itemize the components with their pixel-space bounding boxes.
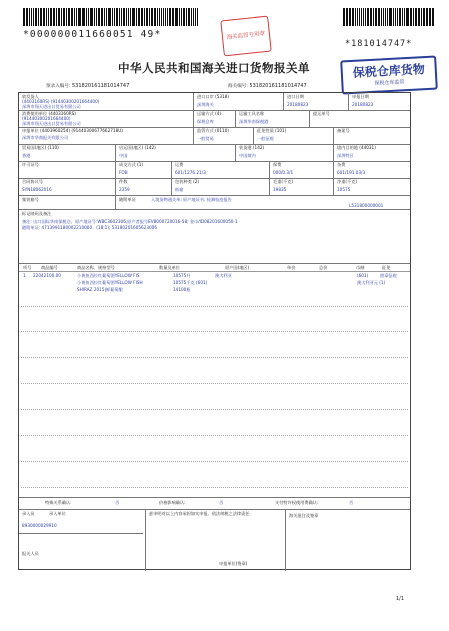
loading-port-label: 装货港 (142) (239, 145, 265, 150)
col-qty: 数量及单位 (159, 265, 180, 270)
left-barcode (23, 8, 201, 26)
bonded-warehouse-stamp (340, 56, 438, 95)
consumer-label: 消费使用单位 (4403160RS) (22, 111, 76, 116)
declaration-statement: 兹申明对以上内容承担如实申报、依法纳税之法律责任 (149, 511, 250, 516)
col-exemption: 征免 (382, 265, 391, 270)
barcode-bar (68, 8, 70, 26)
import-date-label: 进口日期 (287, 94, 304, 99)
attached-docs-value: 入境货物通关单; 原产地证书; 检测检疫报告 (151, 197, 232, 202)
net-weight-label: 净重(千克) (337, 179, 358, 184)
declaring-unit-label: 申报单位(签章) (219, 561, 248, 566)
barcode-bar (406, 8, 409, 26)
barcode-bar (58, 8, 60, 26)
barcode-bar (161, 8, 162, 26)
barcode-bar (172, 8, 174, 26)
consumer-value: (91440300201664400) 深圳市翔天进出口贸易有限公司 (22, 116, 81, 126)
barcode-bar (186, 8, 187, 26)
supervision-label: 监管方式 (0110) (197, 128, 230, 133)
customs-no-label: 海关编号: (228, 84, 248, 89)
barcode-bar (86, 8, 87, 26)
entry-unit-label: 录入单位 (49, 511, 66, 516)
attached-docs-label: 随附单证 (119, 197, 136, 202)
barcode-bar (66, 8, 67, 26)
col-item-no: 项号 (23, 265, 32, 270)
barcode-bar (361, 8, 362, 26)
barcode-bar (151, 8, 153, 26)
barcode-bar (402, 8, 403, 26)
barcode-bar (343, 8, 345, 26)
trade-country-label: 贸易国(地区) (110) (22, 145, 59, 150)
barcode-bar (426, 8, 428, 26)
barcode-bar (169, 8, 171, 26)
import-port-value: 深圳海关 (197, 102, 214, 107)
barcode-bar (393, 8, 394, 26)
origin-country-value: 中国 (119, 153, 128, 158)
import-date-value: 20180823 (287, 102, 309, 107)
price-impact-value: 否 (219, 500, 224, 505)
barcode-bar (82, 8, 85, 26)
barcode-bar (346, 8, 348, 26)
barcode-bar (88, 8, 89, 26)
barcode-bar (76, 8, 77, 26)
barcode-bar (355, 8, 356, 26)
vehicle-name-value: 深圳华南保税港 (239, 119, 269, 124)
preentry-row (46, 84, 129, 89)
customs-stamp-text: 海关监管专用章 (226, 31, 266, 41)
barcode-bar (116, 8, 118, 26)
barcode-bar (121, 8, 122, 26)
barcode-bar (373, 8, 374, 26)
declarant-value: 深圳市华商报关有限公司 (22, 135, 69, 140)
item-name-line-1: 小黄鱼西拉红葡萄酒YELLOW FIS (77, 273, 140, 278)
supervision-value: 一般贸易 (197, 136, 214, 141)
barcode-bar (167, 8, 168, 26)
barcode-bar (383, 8, 384, 26)
barcode-bar (367, 8, 369, 26)
declaration-form (18, 92, 411, 570)
barcode-bar (191, 8, 192, 26)
freight-label: 运费 (175, 162, 184, 167)
gross-weight-label: 毛重(千克) (273, 179, 294, 184)
barcode-bar (130, 8, 131, 26)
col-total: 总价 (319, 265, 328, 270)
barcode-bar (141, 8, 143, 26)
barcode-bar (397, 8, 398, 26)
gross-weight-value: 19835 (273, 187, 287, 192)
barcode-bar (33, 8, 34, 26)
col-origin: 原产国(地区) (225, 265, 250, 270)
net-weight-value: 10575 (337, 187, 351, 192)
pieces-value: 2359 (119, 187, 130, 192)
page-title: 中华人民共和国海关进口货物报关单 (118, 61, 310, 75)
remarks-line-1: 备注: 出口国际华南保税仓。原产地证号:WBC3602306,原产者报号EV8000720016-58; 金币/ID08201600050-1 (22, 219, 238, 224)
freight-value: 601/1276.21/3 (175, 170, 206, 175)
barcode-bar (61, 8, 62, 26)
item-qty-line-1: 10575升 (173, 273, 191, 278)
import-port-label: 进口口岸 (5318) (197, 94, 230, 99)
barcode-bar (23, 8, 25, 26)
item-qty-line-2: 10575千克 (601) (173, 280, 208, 285)
destination-label: 境内目的地 (44031) (337, 145, 376, 150)
barcode-bar (101, 8, 103, 26)
bonded-stamp-sub: 保税仓库监管 (374, 79, 405, 87)
barcode-bar (359, 8, 360, 26)
barcode-bar (106, 8, 107, 26)
left-barcode-text: *000000011660051 49* (23, 29, 162, 40)
barcode-bar (104, 8, 105, 26)
royalty-value: 否 (349, 500, 354, 505)
item-no: 1 (23, 273, 26, 278)
barcode-bar (138, 8, 140, 26)
remarks-line-2: 随附单证: 4713991180002210000、(18:1); 53180201605623006 (22, 225, 158, 230)
right-barcode-text: *181014747* (345, 39, 413, 49)
barcode-bar (29, 8, 30, 26)
container-label: 集装箱号 (22, 197, 39, 202)
barcode-bar (98, 8, 100, 26)
barcode-bar (126, 8, 127, 26)
barcode-bar (378, 8, 380, 26)
preentry-no: 531820161181014747 (72, 83, 130, 89)
deal-mode-value: FOB (119, 170, 128, 175)
loading-port-value: 中国境内 (239, 153, 256, 158)
col-code: 商品编号 (41, 265, 58, 270)
inspection-cert-no: L531800000001 (349, 203, 384, 208)
trade-country-value: 香港 (22, 153, 31, 158)
deal-mode-label: 成交方式 (1) (119, 162, 144, 167)
barcode-bar (432, 8, 434, 26)
barcode-bar (108, 8, 111, 26)
barcode-bar (119, 8, 120, 26)
item-currency-name: 澳大利亚元 (1) (357, 280, 386, 285)
barcode-bar (136, 8, 137, 26)
barcode-bar (387, 8, 389, 26)
misc-fee-value: 601/191.03/3 (337, 170, 366, 175)
entry-number: 8930000029910 (22, 523, 57, 528)
barcode-bar (78, 8, 81, 26)
barcode-bar (53, 8, 55, 26)
customs-stamp (220, 16, 272, 57)
barcode-bar (112, 8, 113, 26)
customs-no-row (228, 84, 307, 89)
declarer-label: 报关人员 (22, 551, 39, 556)
barcode-bar (413, 8, 414, 26)
exemption-nature-label: 征免性质 (101) (257, 128, 287, 133)
declarant-label: 申报单位 (4403960254) (91440300677662718U) (22, 128, 123, 133)
origin-country-label: 启运国(地区) (142) (119, 145, 156, 150)
item-name-line-3: SHIRAZ 2015|鲜葡萄酿 (77, 287, 123, 292)
barcode-bar (48, 8, 49, 26)
bonded-stamp-main: 保税仓库货物 (352, 62, 426, 80)
item-currency-code: (601) (357, 273, 369, 278)
item-code: 22042100.00 (33, 273, 61, 278)
barcode-bar (149, 8, 150, 26)
special-relation-value: 否 (115, 500, 120, 505)
barcode-bar (159, 8, 160, 26)
barcode-bar (385, 8, 386, 26)
barcode-bar (415, 8, 417, 26)
barcode-bar (418, 8, 421, 26)
misc-fee-label: 杂费 (337, 162, 346, 167)
consignee-value: (4403160RS) (91440300201664400) 深圳市翔天进出口贸易有限公司 (22, 99, 100, 109)
vehicle-name-label: 运输工具名称 (239, 111, 265, 116)
contract-value: SYN18062016 (22, 187, 52, 192)
barcode-bar (197, 8, 198, 26)
declare-date-value: 20180823 (352, 102, 374, 107)
insurance-label: 保费 (273, 162, 282, 167)
barcode-bar (144, 8, 145, 26)
barcode-bar (404, 8, 405, 26)
barcode-bar (50, 8, 52, 26)
barcode-bar (375, 8, 377, 26)
col-unit-price: 单价 (287, 265, 296, 270)
destination-value: 深圳特区 (337, 153, 354, 158)
item-qty-line-3: 14100瓶 (173, 287, 191, 292)
barcode-bar (399, 8, 401, 26)
customs-approval-label: 海关批注及签章 (289, 513, 319, 518)
transport-mode-label: 运输方式 (4) (197, 111, 222, 116)
barcode-bar (429, 8, 431, 26)
barcode-bar (26, 8, 28, 26)
record-no-label: 备案号 (337, 128, 350, 133)
barcode-bar (123, 8, 125, 26)
barcode-bar (357, 8, 359, 26)
barcode-bar (157, 8, 158, 26)
barcode-bar (421, 8, 422, 26)
page-number: 1/1 (396, 596, 405, 602)
barcode-bar (63, 8, 65, 26)
royalty-label: 支付特许权使用费确认: (275, 500, 319, 505)
barcode-bar (38, 8, 39, 26)
insurance-value: 000/0.3/1 (273, 170, 294, 175)
barcode-bar (389, 8, 392, 26)
contract-label: 合同协议号 (22, 179, 43, 184)
col-name: 商品名称、规格型号 (77, 265, 115, 270)
bill-no-label: 提运单号 (313, 111, 330, 116)
entry-person-label: 录入员 (22, 511, 35, 516)
barcode-bar (132, 8, 135, 26)
barcode-bar (96, 8, 97, 26)
price-impact-label: 价格影响确认: (159, 500, 186, 505)
barcode-bar (349, 8, 351, 26)
package-value: 纸箱 (175, 187, 184, 192)
barcode-bar (193, 8, 194, 26)
barcode-bar (56, 8, 57, 26)
barcode-bar (71, 8, 73, 26)
consignee-label: 收发货人 (22, 94, 39, 99)
barcode-bar (195, 8, 196, 26)
barcode-bar (363, 8, 364, 26)
right-barcode (343, 8, 435, 26)
barcode-bar (423, 8, 425, 26)
barcode-bar (40, 8, 42, 26)
barcode-bar (128, 8, 129, 26)
barcode-bar (114, 8, 115, 26)
special-relation-label: 特殊关系确认: (45, 500, 72, 505)
barcode-bar (183, 8, 185, 26)
barcode-bar (179, 8, 180, 26)
barcode-bar (31, 8, 32, 26)
barcode-bar (154, 8, 156, 26)
item-origin: 澳大利亚 (215, 273, 232, 278)
preentry-label: 预录入编号: (46, 84, 71, 89)
item-name-line-2: 小黄鱼西拉红葡萄酒YELLOW FISH (77, 280, 143, 285)
barcode-bar (90, 8, 93, 26)
barcode-bar (410, 8, 412, 26)
barcode-bar (146, 8, 148, 26)
barcode-bar (46, 8, 47, 26)
barcode-bar (365, 8, 366, 26)
remarks-label: 标记唛码及备注 (22, 211, 52, 216)
license-label: 许可证号 (22, 162, 39, 167)
barcode-bar (181, 8, 182, 26)
exemption-nature-value: 一般征税 (257, 136, 274, 141)
barcode-bar (370, 8, 372, 26)
barcode-bar (163, 8, 164, 26)
barcode-bar (188, 8, 190, 26)
customs-no: 531820161181014747 (249, 83, 307, 89)
barcode-bar (94, 8, 95, 26)
pieces-label: 件数 (119, 179, 128, 184)
barcode-bar (165, 8, 166, 26)
item-exemption: 照章征税 (380, 273, 397, 278)
package-label: 包装种类 (2) (175, 179, 200, 184)
barcode-bar (381, 8, 382, 26)
barcode-bar (35, 8, 37, 26)
barcode-bar (395, 8, 396, 26)
barcode-bar (43, 8, 45, 26)
declare-date-label: 申报日期 (352, 94, 369, 99)
barcode-bar (74, 8, 75, 26)
barcode-bar (175, 8, 178, 26)
transport-mode-value: 保税仓库 (197, 119, 214, 124)
col-currency: 币制 (356, 265, 365, 270)
barcode-bar (352, 8, 354, 26)
